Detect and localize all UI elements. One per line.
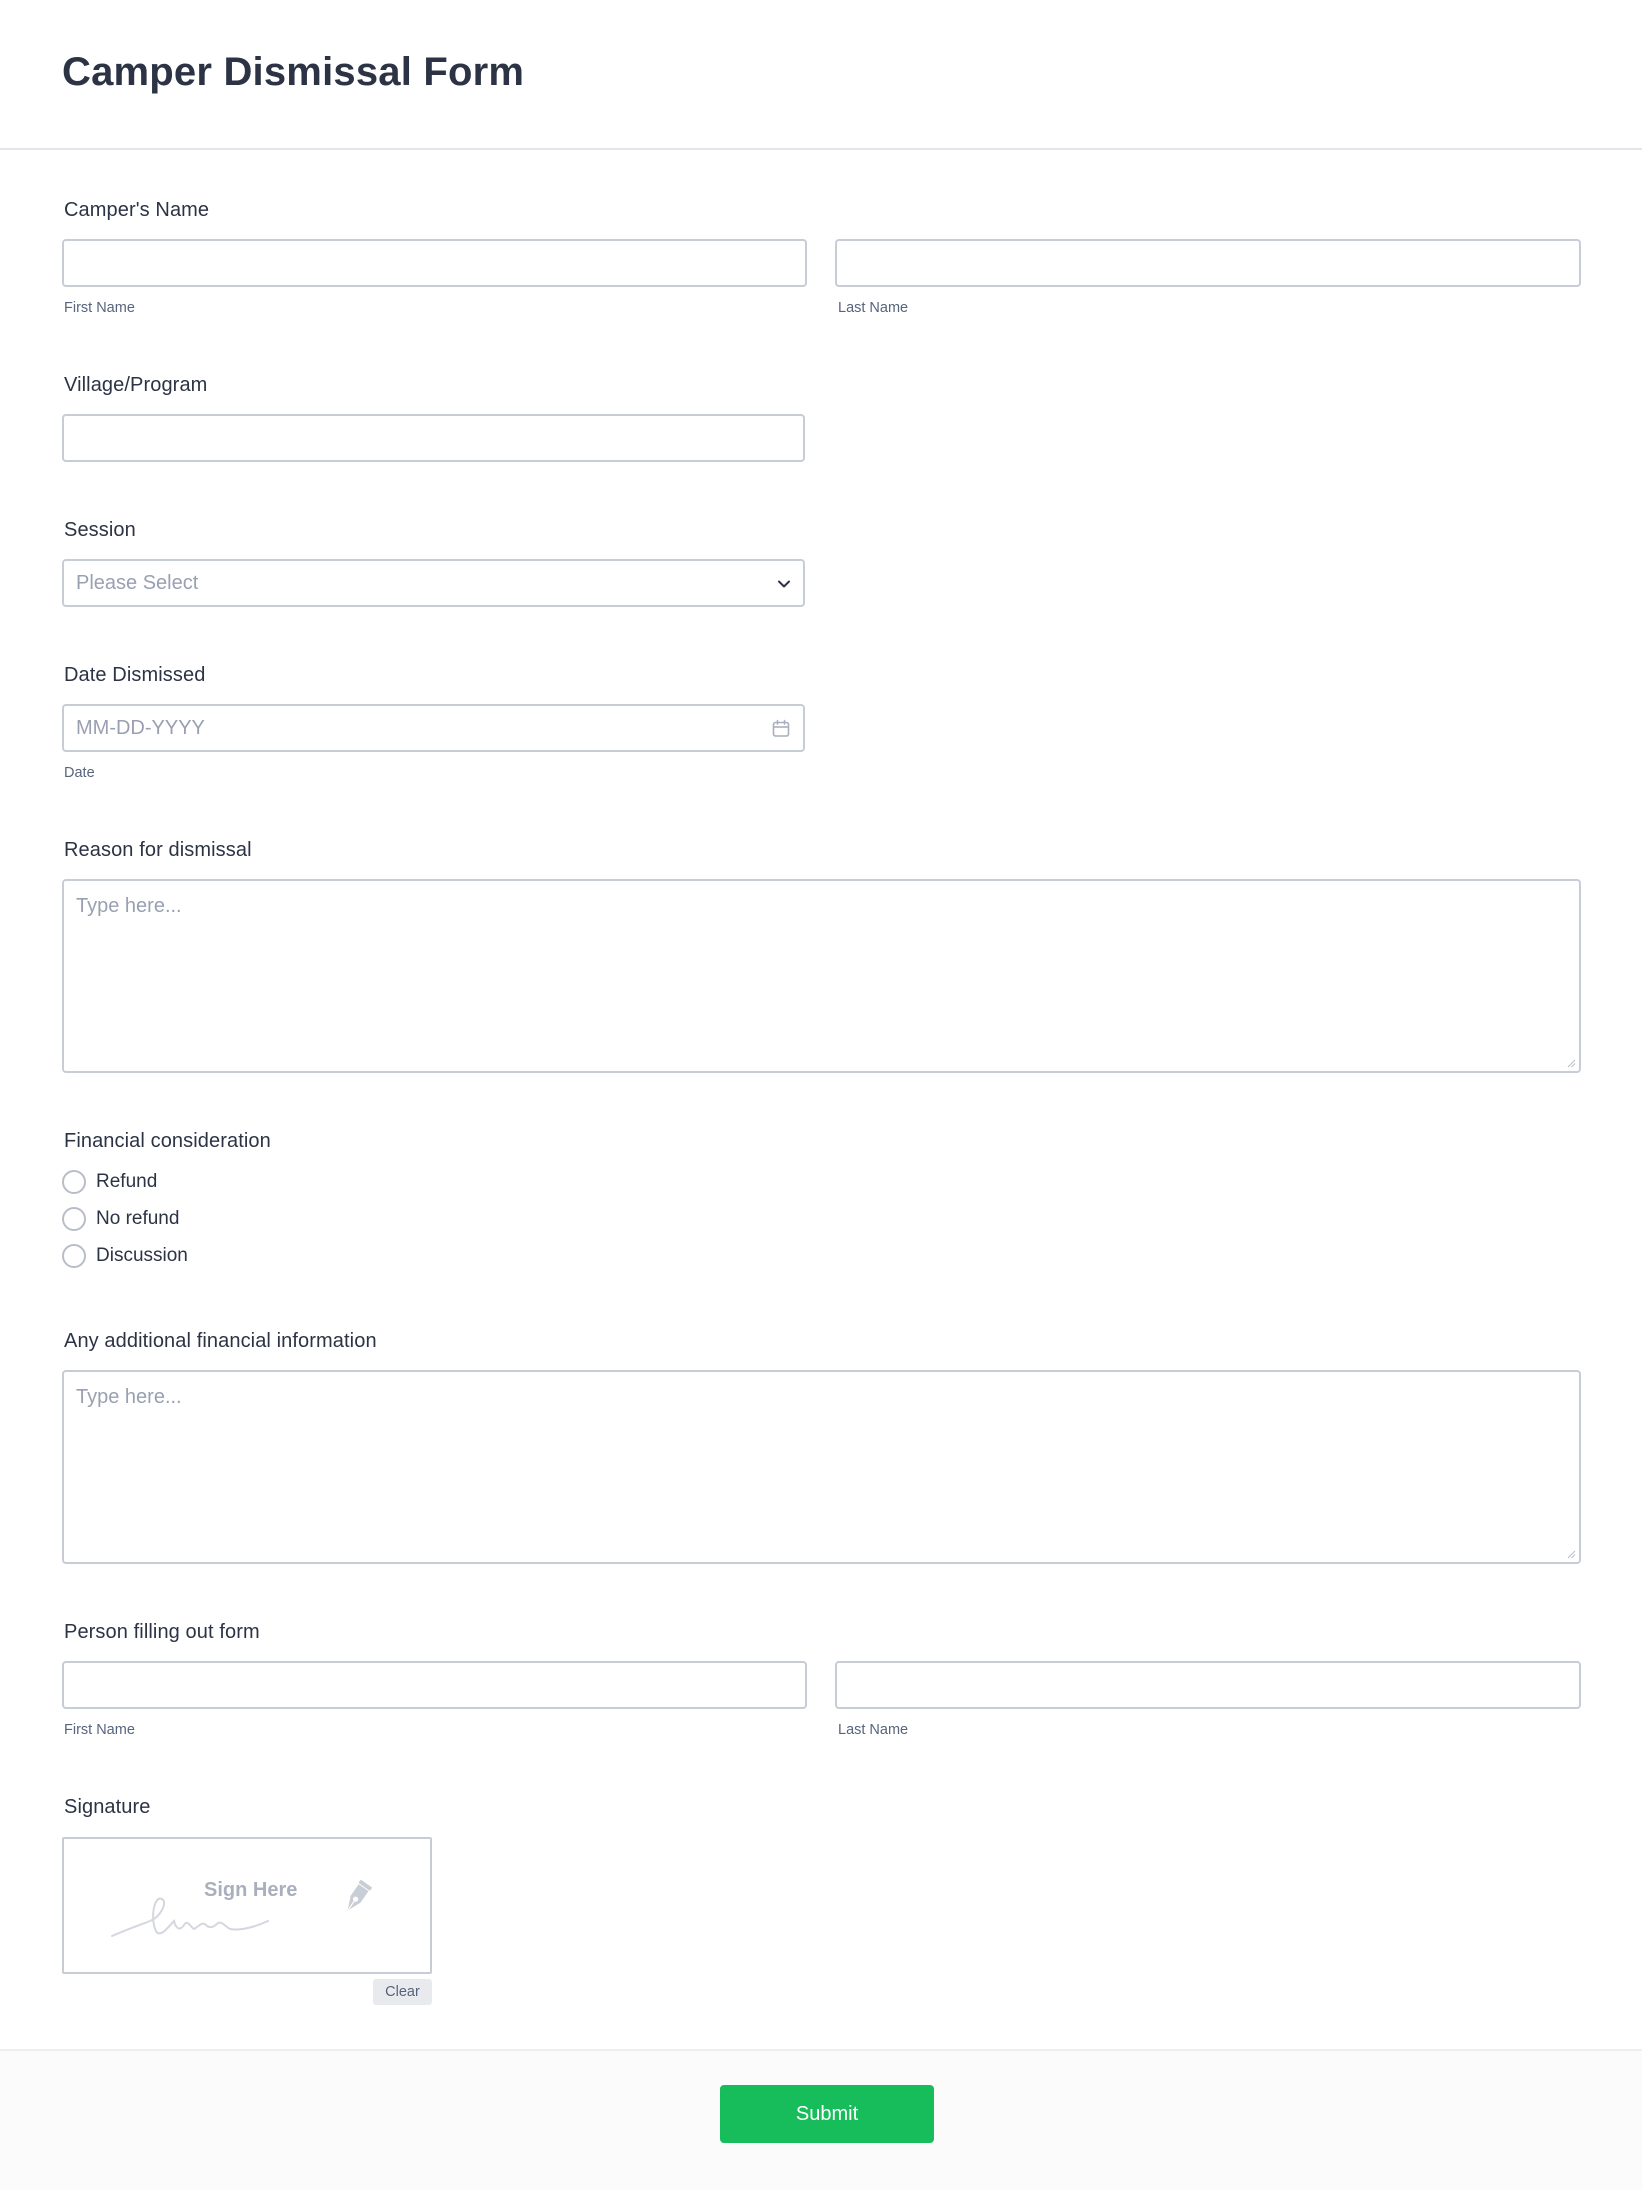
radio-button[interactable] (62, 1207, 86, 1231)
radio-button[interactable] (62, 1170, 86, 1194)
session-label: Session (64, 519, 136, 541)
reason-label: Reason for dismissal (64, 839, 252, 861)
camper-last-name-sublabel: Last Name (838, 300, 909, 316)
person-first-name-input[interactable] (62, 1661, 807, 1709)
person-last-name-sublabel: Last Name (838, 1722, 909, 1738)
radio-label-refund: Refund (96, 1171, 158, 1192)
date-dismissed-label: Date Dismissed (64, 664, 206, 686)
village-program-label: Village/Program (64, 374, 208, 396)
camper-last-name-input[interactable] (835, 239, 1581, 287)
person-first-name-sublabel: First Name (64, 1722, 135, 1738)
additional-info-label: Any additional financial information (64, 1330, 377, 1352)
sign-here-prompt: Sign Here (204, 1879, 298, 1901)
submit-button[interactable]: Submit (720, 2085, 934, 2143)
signature-pad[interactable] (62, 1837, 432, 1974)
radio-option-discussion[interactable] (62, 1243, 188, 1269)
person-last-name-input[interactable] (835, 1661, 1581, 1709)
radio-option-refund[interactable] (62, 1169, 157, 1195)
radio-label-discussion: Discussion (96, 1245, 188, 1266)
signature-scribble-icon (110, 1881, 270, 1941)
reason-textarea[interactable] (62, 879, 1581, 1073)
chevron-down-icon (775, 575, 793, 593)
date-dismissed-placeholder: MM-DD-YYYY (76, 716, 205, 739)
additional-info-placeholder: Type here... (76, 1386, 182, 1408)
village-program-input[interactable] (62, 414, 805, 462)
camper-first-name-sublabel: First Name (64, 300, 135, 316)
reason-placeholder: Type here... (76, 895, 182, 917)
signature-label: Signature (64, 1796, 151, 1818)
pen-nib-icon (334, 1879, 376, 1921)
form-title: Camper Dismissal Form (62, 50, 525, 94)
resize-handle-icon[interactable] (1566, 1058, 1576, 1068)
camper-first-name-input[interactable] (62, 239, 807, 287)
financial-consideration-label: Financial consideration (64, 1130, 271, 1152)
calendar-icon[interactable] (771, 719, 791, 739)
resize-handle-icon[interactable] (1566, 1549, 1576, 1559)
clear-signature-button[interactable]: Clear (373, 1979, 432, 2005)
additional-info-textarea[interactable] (62, 1370, 1581, 1564)
form-header (0, 0, 1642, 150)
date-dismissed-input[interactable] (62, 704, 805, 752)
camper-name-label: Camper's Name (64, 199, 210, 221)
session-select[interactable] (62, 559, 805, 607)
date-sublabel: Date (64, 765, 95, 781)
session-placeholder: Please Select (76, 571, 199, 594)
radio-option-no-refund[interactable] (62, 1206, 179, 1232)
person-filling-label: Person filling out form (64, 1621, 260, 1643)
radio-button[interactable] (62, 1244, 86, 1268)
radio-label-no-refund: No refund (96, 1208, 180, 1229)
